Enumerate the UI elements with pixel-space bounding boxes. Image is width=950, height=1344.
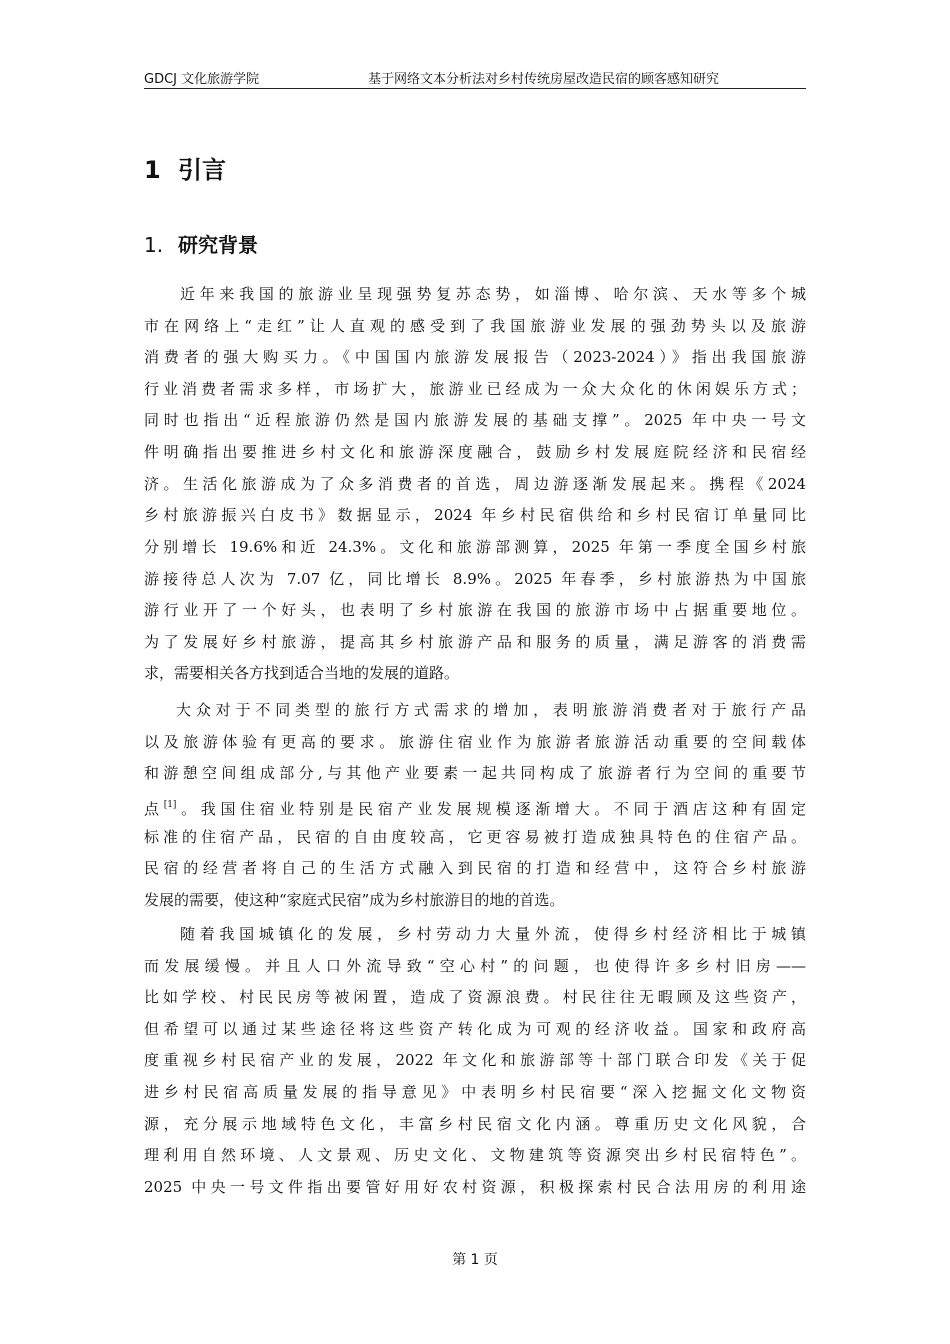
text-line <box>144 790 806 820</box>
text-line: 近年来我国的旅游业呈现强势复苏态势，如淄博、哈尔滨、天水等多个城 <box>180 285 806 303</box>
text-line: 游接待总人次为 7.07 亿，同比增长 8.9%。2025 年春季，乡村旅游热为中国旅 <box>144 570 806 588</box>
text-line: 标准的住宿产品，民宿的自由度较高，它更容易被打造成独具特色的住宿产品。 <box>144 828 806 846</box>
page-number: 第 1 页 <box>452 1252 498 1268</box>
text-line: 求，需要相关各方找到适合当地的发展的道路。 <box>144 664 460 682</box>
text-line: 同时也指出“近程旅游仍然是国内旅游发展的基础支撑”。2025 年中央一号文 <box>144 411 806 429</box>
section-title: 研究背景 <box>178 233 258 257</box>
text-line: 进乡村民宿高质量发展的指导意见》中表明乡村民宿要“深入挖掘文化文物资 <box>144 1083 806 1101</box>
text-line: 消费者的强大购买力。《中国国内旅游发展报告（2023-2024）》指出我国旅游 <box>144 348 806 366</box>
chapter-title: 引言 <box>178 156 226 184</box>
text-line: 发展的需要，使这种“家庭式民宿”成为乡村旅游目的地的首选。 <box>144 891 565 909</box>
text-line: 但希望可以通过某些途径将这些资产转化成为可观的经济收益。国家和政府高 <box>144 1020 806 1038</box>
citation-ref[interactable]: [1] <box>163 800 177 810</box>
text-run: 。我国住宿业特别是民宿产业发展规模逐渐增大。不同于酒店这种有固定 <box>176 800 806 818</box>
section-number: 1. <box>144 233 164 257</box>
chapter-number: 1 <box>144 156 161 184</box>
text-line: 分别增长 19.6%和近 24.3%。文化和旅游部测算，2025 年第一季度全国乡村旅 <box>144 538 806 556</box>
text-line: 民宿的经营者将自己的生活方式融入到民宿的打造和经营中，这符合乡村旅游 <box>144 859 806 877</box>
text-line: 游行业开了一个好头，也表明了乡村旅游在我国的旅游市场中占据重要地位。 <box>144 601 806 619</box>
running-header <box>144 68 806 89</box>
text-line: 市在网络上“走红”让人直观的感受到了我国旅游业发展的强劲势头以及旅游 <box>144 317 806 335</box>
text-run: 点 <box>144 800 164 818</box>
text-line: 大众对于不同类型的旅行方式需求的增加，表明旅游消费者对于旅行产品 <box>176 701 806 719</box>
text-line: 以及旅游体验有更高的要求。旅游住宿业作为旅游者旅游活动重要的空间载体 <box>144 733 806 751</box>
text-line: 理利用自然环境、人文景观、历史文化、文物建筑等资源突出乡村民宿特色”。 <box>144 1146 806 1164</box>
text-line: 济。生活化旅游成为了众多消费者的首选，周边游逐渐发展起来。携程《2024 <box>144 475 806 493</box>
text-line: 乡村旅游振兴白皮书》数据显示，2024 年乡村民宿供给和乡村民宿订单量同比 <box>144 506 806 524</box>
text-line: 度重视乡村民宿产业的发展，2022 年文化和旅游部等十部门联合印发《关于促 <box>144 1051 806 1069</box>
text-line: 为了发展好乡村旅游，提高其乡村旅游产品和服务的质量，满足游客的消费需 <box>144 633 806 651</box>
chapter-heading <box>144 150 226 185</box>
header-institution: GDCJ 文化旅游学院 <box>144 72 260 87</box>
text-line: 件明确指出要推进乡村文化和旅游深度融合，鼓励乡村发展庭院经济和民宿经 <box>144 443 806 461</box>
text-line: 而发展缓慢。并且人口外流导致“空心村”的问题，也使得许多乡村旧房—— <box>144 957 806 975</box>
text-line: 行业消费者需求多样，市场扩大，旅游业已经成为一众大众化的休闲娱乐方式； <box>144 380 806 398</box>
text-line: 源，充分展示地域特色文化，丰富乡村民宿文化内涵。尊重历史文化风貌，合 <box>144 1115 806 1133</box>
text-line: 随着我国城镇化的发展，乡村劳动力大量外流，使得乡村经济相比于城镇 <box>180 925 806 943</box>
text-line: 2025 中央一号文件指出要管好用好农村资源，积极探索村民合法用房的利用途 <box>144 1178 806 1196</box>
header-paper-title: 基于网络文本分析法对乡村传统房屋改造民宿的顾客感知研究 <box>368 72 720 87</box>
text-line: 和游憩空间组成部分,与其他产业要素一起共同构成了旅游者行为空间的重要节 <box>144 764 806 782</box>
section-heading <box>144 229 258 258</box>
text-line: 比如学校、村民民房等被闲置，造成了资源浪费。村民往往无暇顾及这些资产， <box>144 988 806 1006</box>
